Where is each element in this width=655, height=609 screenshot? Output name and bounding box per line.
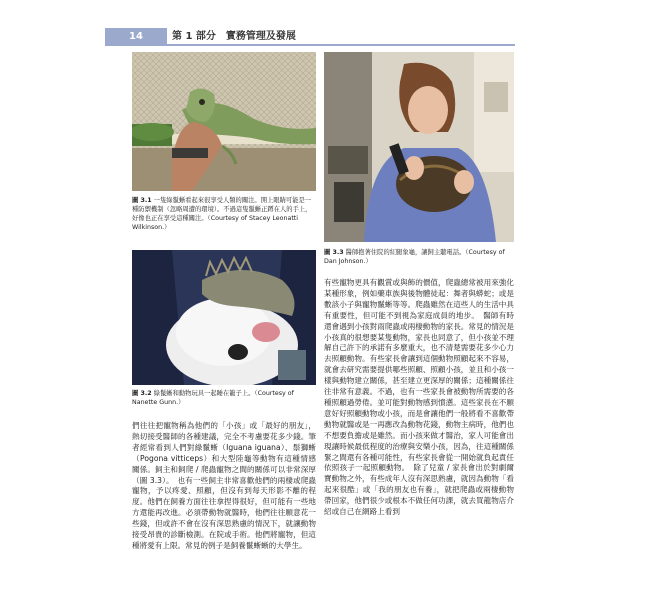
figure-3-label: 圖 3.3 [324,249,344,256]
figure-2-text: 綠鬣蜥和動物玩具一起睡在籠子上。（Courtesy of Nanette Gunn.） [132,390,294,406]
figure-iguana-with-toy [132,250,316,385]
figure-1-label: 圖 3.1 [132,197,152,204]
body-left-text: 們往往把寵物稱為他們的「小孩」或「最好的朋友」，熱切接受醫師的各種建議，完全不考慮要花多少錢。筆者經常看到人們對綠鬣蜥（Iguana iguana）、鬃獅蜥（Pogona vitticeps）和大型陸龜等動物有這種情感關係。飼主和飼爬 / 爬蟲寵物之間的關係可以非常深厚（圖 3.3）。 也有一些飼主非常喜歡他們的兩棲或爬蟲寵物，予以疼愛、照顧，但沒有到每天形影不離的程度。他們在飼養方面往往拿捏得很好，但可能有一些地方還能再改進。必須帶動物就醫時，他們往往願意花一些錢，但或許不會在沒有深思熟慮的情況下，就讓動物接受昂貴的診斷檢測。在院或手術。他們將寵物，但這種將愛有上限。常見的例子是飼養鬣蜥蜥的大學生。 [132,421,316,550]
figure-3-text: 醫師抱著住院的紅腿象龜，讓飼主聽電話。（Courtesy of Dan Johnson.） [324,249,505,265]
figure-1-text: 一隻綠鬣蜥看起來很享受人類的關注。開上眼睛可能是一種防禦機制（忽略周遭的環境）。不過這隻鬣蜥正蹲在人的手上，好像也正在享受這種關注。（Courtesy of Stacey Leonatti Wilkinson.） [132,197,312,231]
body-right-text: 有些寵物更具有觀賞或與飾的價值，爬蟲總常被用來強化某種形象，例如藥車族與後物體徒起：舞者與蟒蛇；或是數該小子與寵物鬣蜥等等。爬蟲雖然在這些人的生活中具有重要性，但可能不到視為家庭成員的地步。 醫師有時還會遇到小孩對雨爬蟲或兩棲動物的家長。常見的情況是小孩真的很想要某隻動物，家長也同意了，但小孩並不理解自己許下的承諾有多麼重大，也不清楚需要花多少心力去照顧動物。有些家長會讓到這個動物照顧起來不容易，就會去研究需要提供哪些照顧、照顧小孩，並且和小孩一樣與動物建立關係，甚至建立更深厚的關係；這種關係往往非常有意義。不過，也有一些家長會被動物所需要的各種照顧過勞倦。並可能對動物感到憤懣。這些家長在不願意好好照顧動物或小孩，而是會讓他們一般將看不喜歡帶動物就醫或是一再應改為動物花錢，動物主病時，他們也不想要負擔或是雖然。而小孩來做才醫治，家人可能會出現讓時候最低程度的治療與安樂小孩，因為，往這種關係緊之間還有各種可能性，有些家長會從一開始就負起責任依照孩子一起照顧動物。 除了兒童 / 家長會出於對劇爾寶動物之外，有些成年人沒有深思熟慮，就因為動物「看起來很酷」或「我的朋友也有養」，就把爬蟲或兩棲動物帶回家，他們很少或根本不做任何功課，就去買龍物店介紹或自己在網路上看到 [324,278,514,517]
running-title: 第 1 部分 實務管理及發展 [172,31,296,42]
figure-3-caption [324,248,514,266]
figure-1-caption [132,196,316,232]
figure-2-caption [132,389,316,407]
body-column-right [324,278,514,603]
figure-2-label: 圖 3.2 [132,390,152,397]
figure-vet-holding-tortoise [324,52,514,242]
page-number: 14 [105,28,167,45]
figure-iguana-on-hand [132,52,316,191]
header-rule [105,44,515,46]
body-column-left [132,421,316,603]
